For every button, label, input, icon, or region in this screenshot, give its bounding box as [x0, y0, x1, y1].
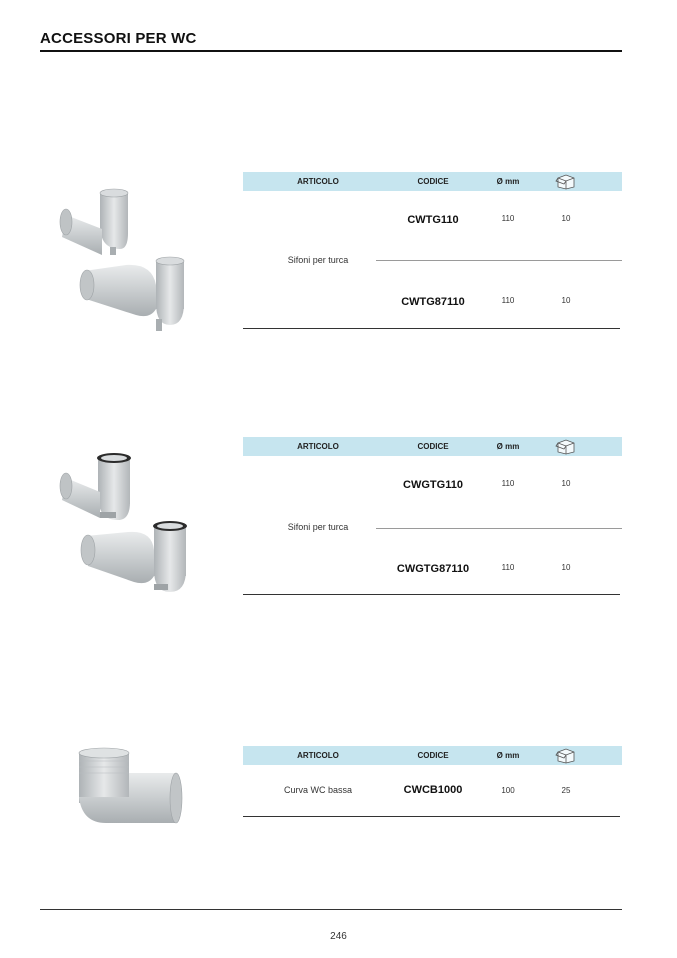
table-header: [243, 746, 622, 765]
table-header: [243, 172, 622, 191]
header-articolo: ARTICOLO: [297, 442, 339, 451]
table-bottom-rule: [243, 328, 620, 329]
pack-quantity: 10: [561, 563, 571, 572]
header-codice: CODICE: [417, 751, 449, 760]
header-codice: CODICE: [417, 177, 449, 186]
title-rule: [40, 50, 622, 52]
product-code: CWGTG87110: [396, 563, 470, 575]
product-code: CWTG110: [407, 214, 459, 226]
box-icon: [555, 747, 577, 764]
diameter-value: 100: [501, 786, 515, 795]
header-articolo: ARTICOLO: [297, 751, 339, 760]
product-description: Sifoni per turca: [287, 255, 349, 265]
header-diameter: Ø mm: [496, 751, 520, 760]
row-separator: [376, 260, 622, 261]
product-table: [243, 746, 622, 818]
diameter-value: 110: [501, 563, 515, 572]
product-table: [243, 437, 622, 597]
product-code: CWGTG110: [403, 479, 463, 491]
diameter-value: 110: [501, 214, 515, 223]
pack-quantity: 10: [561, 214, 571, 223]
box-icon: [555, 173, 577, 190]
product-code: CWCB1000: [403, 784, 463, 796]
low-wc-bend-image: [76, 747, 186, 827]
product-description: Curva WC bassa: [283, 785, 353, 795]
box-icon: [555, 438, 577, 455]
page-number: 246: [330, 931, 347, 942]
table-header: [243, 437, 622, 456]
pack-quantity: 10: [561, 296, 571, 305]
page-title: ACCESSORI PER WC: [40, 30, 197, 47]
pack-quantity: 25: [561, 786, 571, 795]
diameter-value: 110: [501, 479, 515, 488]
product-code: CWTG87110: [401, 296, 465, 308]
pvc-siphon-image: [56, 185, 192, 335]
header-diameter: Ø mm: [496, 177, 520, 186]
diameter-value: 110: [501, 296, 515, 305]
table-bottom-rule: [243, 816, 620, 817]
footer-rule: [40, 909, 622, 910]
header-codice: CODICE: [417, 442, 449, 451]
pvc-siphon-with-seal-image: [56, 450, 192, 596]
product-table: [243, 172, 622, 330]
table-bottom-rule: [243, 594, 620, 595]
product-description: Sifoni per turca: [287, 522, 349, 532]
header-diameter: Ø mm: [496, 442, 520, 451]
row-separator: [376, 528, 622, 529]
header-articolo: ARTICOLO: [297, 177, 339, 186]
pack-quantity: 10: [561, 479, 571, 488]
